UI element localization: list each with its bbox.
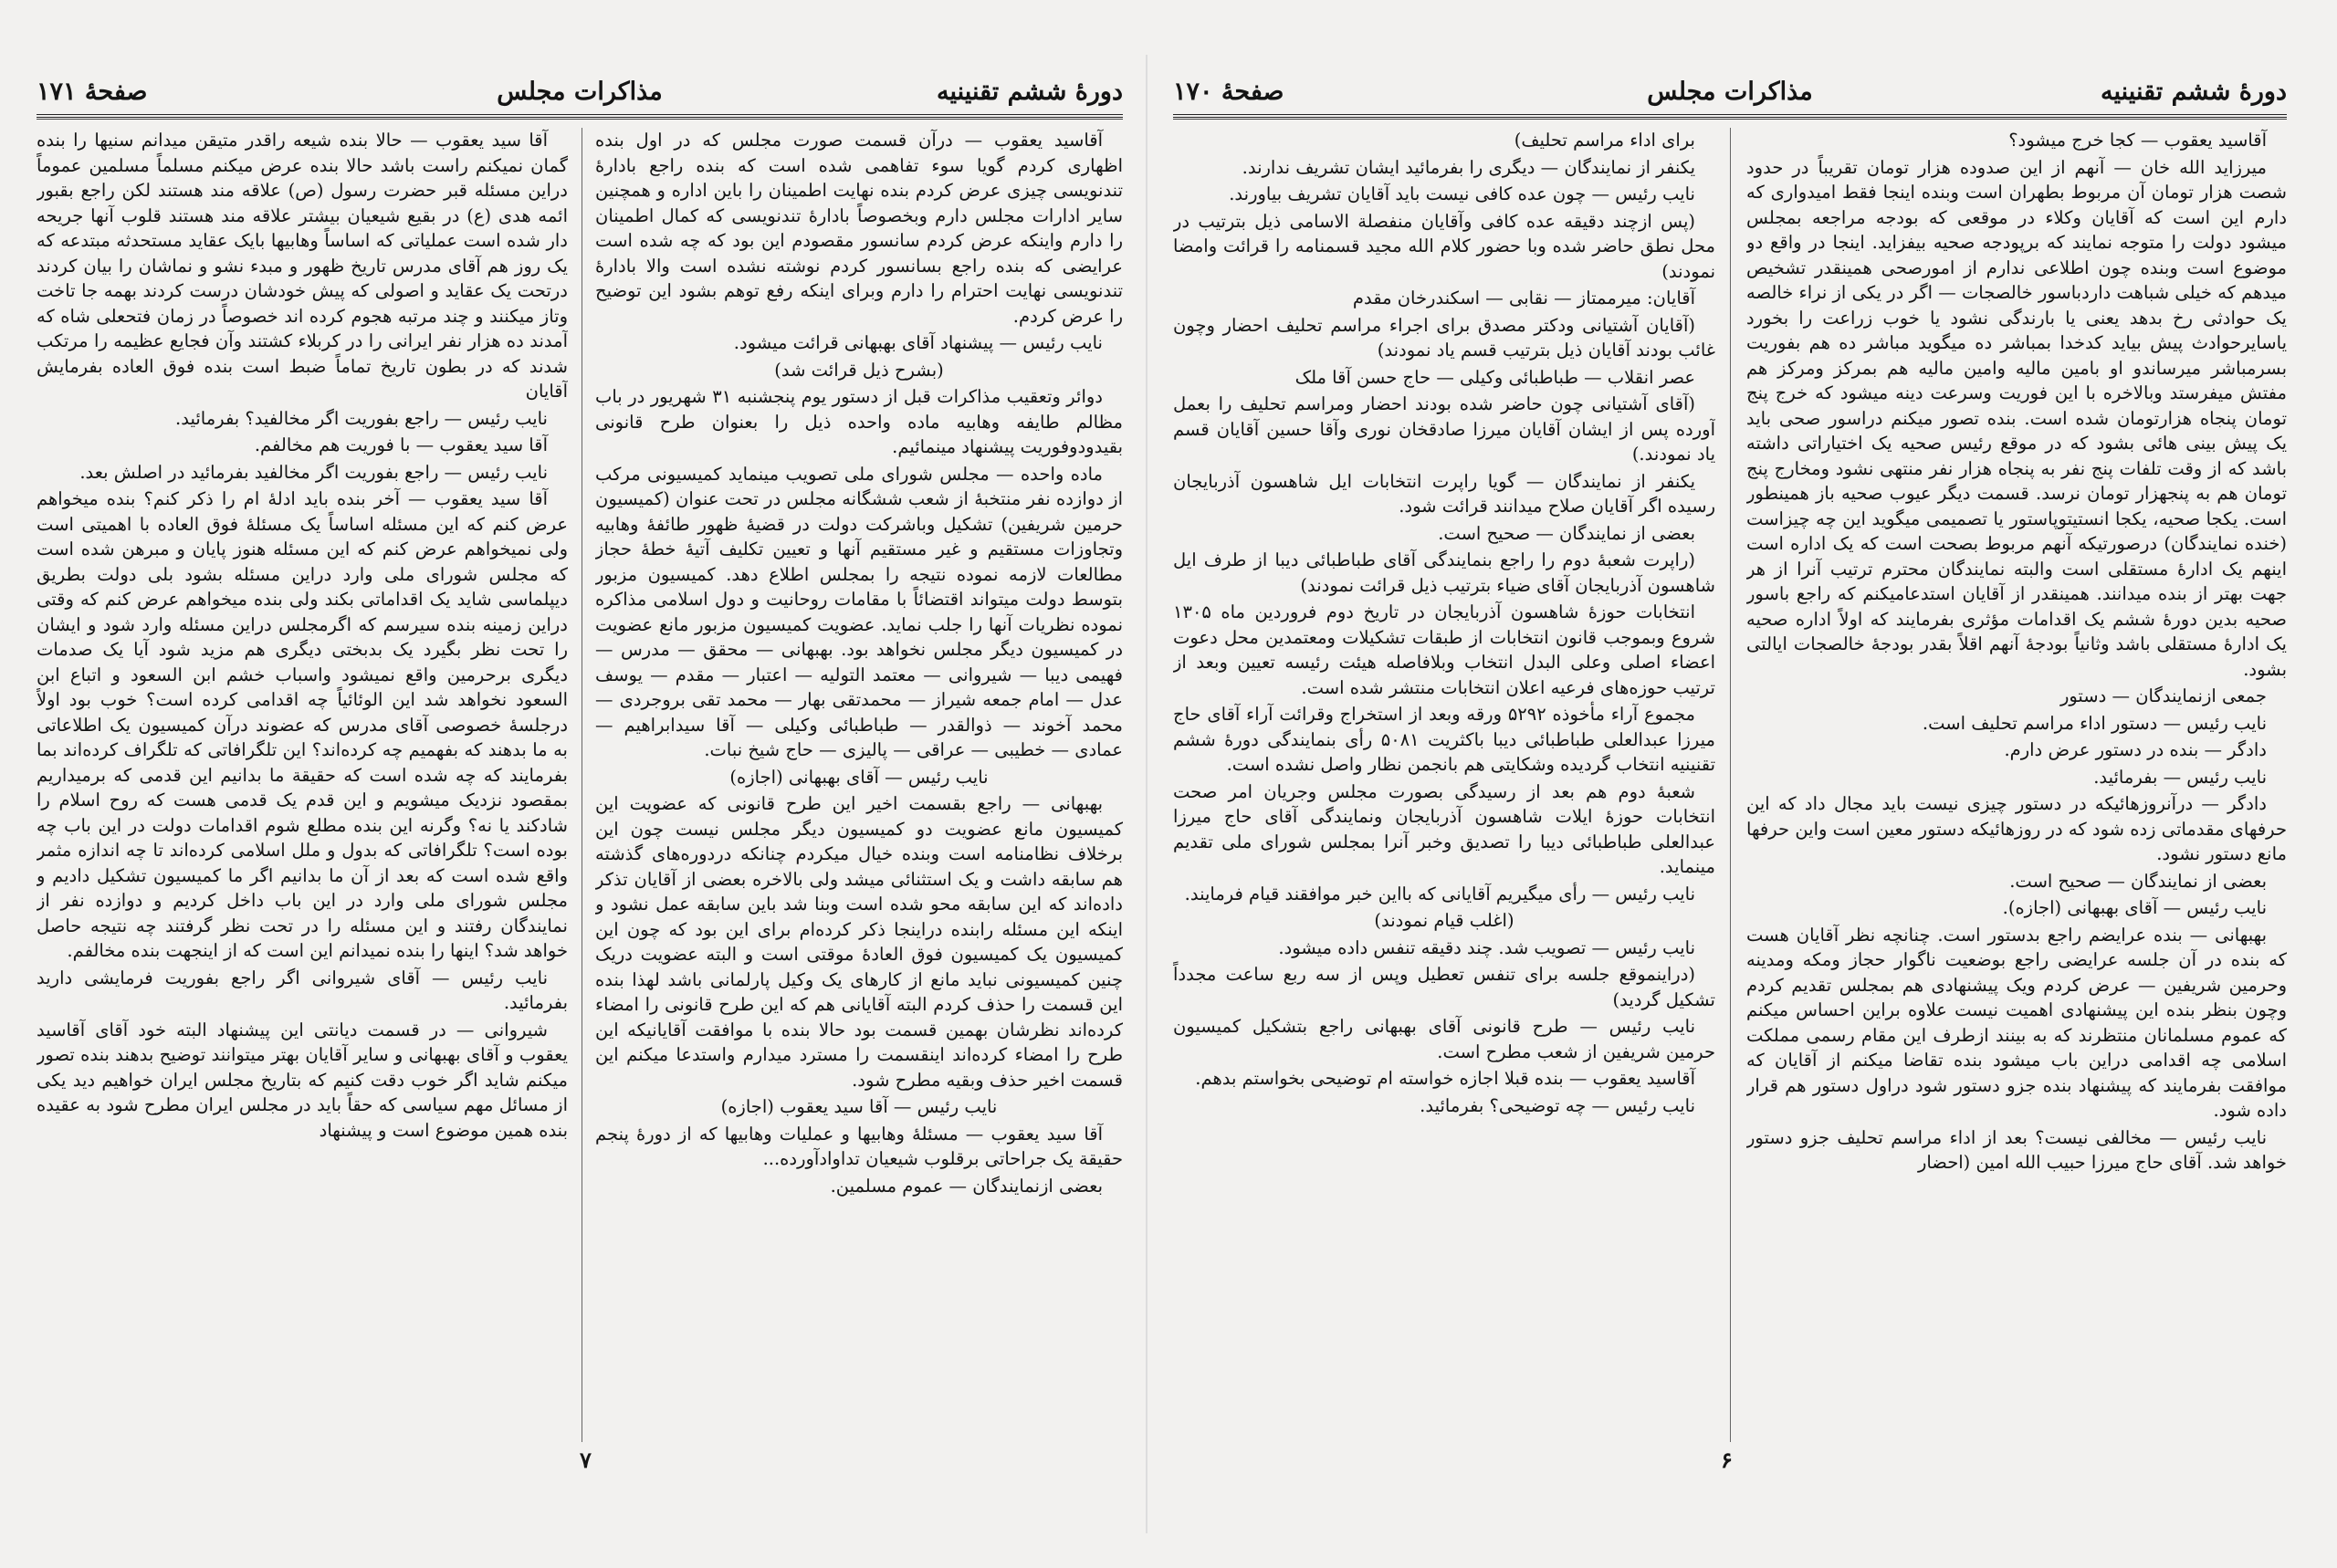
paragraph: دوائر وتعقیب مذاکرات قبل از دستور یوم پنجشنبه ۳۱ شهریور در باب مظالم طایفه وهابیه ماده واحده ذیل را بعنوان طرح قانونی بقیدودوفوریت پیشنهاد مینمائیم. [595,386,1123,457]
header-rule [37,119,1123,120]
paragraph: دادگر — بنده در دستور عرض دارم. [2004,739,2267,760]
paragraph: نایب رئیس — چه توضیحی؟ بفرمائید. [1420,1094,1695,1116]
paragraph: (راپرت شعبهٔ دوم را راجع بنمایندگی آقای طباطبائی دیبا از طرف ایل شاهسون آذربایجان آقای ضیاء بترتیب ذیل قرائت نمودند) [1173,549,1715,596]
page-171 [37,0,1123,1568]
book-gutter [1146,55,1148,1533]
paragraph: نایب رئیس — مخالفی نیست؟ بعد از اداء مراسم تحلیف جزو دستور خواهد شد. آقای حاج میرزا حبیب الله امین (احضار [1746,1126,2287,1173]
paragraph: نایب رئیس — رأی میگیریم آقایانی که بااین خبر موافقند قیام فرمایند. [1184,883,1695,904]
header-page-label: صفحهٔ ۱۷۰ [1173,78,1284,106]
paragraph: آقا سید یعقوب — مسئلهٔ وهابیها و عملیات وهابیها که از دورهٔ پنجم حقیقة یک جراحاتی برقلوب شیعیان تداوادآورده... [595,1123,1123,1169]
text-column-right [595,128,1123,1442]
header-title: مذاکرات مجلس [497,78,663,106]
paragraph: بعضی ازنمایندگان — عموم مسلمین. [830,1175,1103,1197]
paragraph: نایب رئیس — آقای بهبهانی (اجازه). [2002,897,2267,918]
paragraph: بهبهانی — راجع بقسمت اخیر این طرح قانونی که عضویت این کمیسیون مانع عضویت دو کمیسیون دیگر مجلس نیست چون این برخلاف نظامنامه است وبنده خیال میکردم چنانکه دردوره‌های گذشته هم سابقه داشت و یک استثنائی میشد ولی بالاخره بعضی از آقایان تذکر داده‌اند که این سابقه محو شده است وبنا شد باین سابقه عمل نشود و اینکه این مسئله رابنده دراینجا ذکر کرده‌ام برای این بود که چون این کمیسیون یک کمیسیون فوق العادهٔ موقتی است و البته عضویت دریک چنین کمیسیونی نباید مانع از کارهای یک وکیل پارلمانی باشد لهذا بنده این قسمت را حذف کردم البته آقایانی هم که این طرح قانونی را امضاء کرده‌اند نظرشان بهمین قسمت بود حالا بنده با موافقت آقایانیکه این طرح را امضاء کرده‌اند اینقسمت را مسترد میدارم واستدعا میکنم این قسمت اخیر حذف وبقیه مطرح شود. [595,793,1123,1091]
paragraph: ماده واحده — مجلس شورای ملی تصویب مینماید کمیسیونی مرکب از دوازده نفر منتخبهٔ از شعب ششگانه مجلس در تحت عنوان (کمیسیون حرمین شریفین) تشکیل وباشرکت دولت در قضیهٔ ظهور طائفهٔ وهابیه وتجاوزات مستقیم و غیر مستقیم آنها و تعیین تکلیف آتیهٔ خطهٔ حجاز مطالعات لازمه نموده نتیجه را بمجلس اطلاع دهد. کمیسیون مزبور بتوسط دولت میتواند اقتضائاً با مقامات روحانیت و دول اسلامی مذاکره نموده نظریات آنها را جلب نماید. عضویت کمیسیون مزبور مانع عضویت در کمیسیون دیگر مجلس نخواهد بود. بهبهانی — محقق — مدرس — فهیمی دیبا — شیروانی — معتمد التولیه — اعتبار — مقدم — یوسف عدل — امام جمعه شیراز — محمدتقی بهار — محمد تقی بروجردی — محمد آخوند — ذوالقدر — طباطبائی وکیلی — آقا سیدابراهیم — عمادی — خطیبی — عراقی — پالیزی — حاج شیخ نبات. [595,463,1123,760]
page-number: ۶ [1721,1447,1733,1473]
paragraph: آقاسید یعقوب — بنده قبلا اجازه خواسته ام توضیحی بخواستم بدهم. [1195,1068,1695,1089]
paragraph: (دراینموقع جلسه برای تنفس تعطیل وپس از سه ربع ساعت مجدداً تشکیل گردید) [1173,964,1715,1010]
paragraph: نایب رئیس — پیشنهاد آقای بهبهانی قرائت میشود. [733,332,1103,353]
paragraph: میرزاید الله خان — آنهم از این صدوده هزار تومان تقریباً در حدود شصت هزار تومان آن مربوط بطهران است وبنده اینجا فقط امیدواری که دارم این است که آقایان وکلاء در موقعی که بودجه مراجعه بمجلس میشود دولت را متوجه نمایند که برپودجه صحیه بیفزاید. اینجا در واقع دو موضوع است وبنده چون اطلاعی ندارم از امورصحی همینقدر تشخیص میدهم که خیلی شباهت داردباسور خالصجات — اگر در یکی از نراء خالصه یک حوادثی رخ بدهد یعنی یا بارندگی نشود یا خوب زراعت را بخورد یاسایرحوادث پیش بیاید کدخدا بمباشر ده میگوید مباشر ده هم بفوریت بسرمباشر میرساندو او بامین مالیه وامین مالیه هم بمرکز ومرکز هم مفتش میفرستد وبالاخره با این فوریت وسرعت دینه میشود که خرج پنج تومان پنجاه هزارتومان شده است. بنده تصور میکنم دراسور صحی باید یک پیش بینی هائی بشود که در موقع رئیس صحیه یک اختیاراتی داشته باشد که از وقت تلفات پنج نفر به پنجاه هزار نفر منتهی نشود ومخارج پنج تومان هم به پنجهزار تومان نرسد. قسمت دیگر عیوب صحیه باز همینطور است. یکجا صحیه، یکجا انستیتوپاستور یا تصمیمی میگوید این چه چیزاست (خنده نمایندگان) درصورتیکه آنهم مربوط بصحت است که یک اداره است اینهم یک ادارهٔ مستقلی است والبته نمایندگان محترم ترتیب آنرا از هر جهت بهتر از بنده میدانند. همینقدر از آقایان استدعامیکنم که راجع باسور صحیه بدین دورهٔ ششم یک اقدامات مؤثری بفرمایند که اولاً اداره صحیه یک ادارهٔ مستقلی باشد وثانیاً بودجهٔ آنهم اقلاً بقدر بودجهٔ خالصجات ایالتی بشود. [1746,156,2287,680]
paragraph: آقایان: میرممتاز — نقابی — اسکندرخان مقدم [1352,287,1695,308]
paragraph: نایب رئیس — دستور اداء مراسم تحلیف است. [1922,712,2267,734]
paragraph: نایب رئیس — طرح قانونی آقای بهبهانی راجع بتشکیل کمیسیون حرمین شریفین از شعب مطرح است. [1173,1016,1715,1062]
paragraph: بهبهانی — بنده عرایضم راجع بدستور است. چنانچه نظر آقایان هست که بنده در آن جلسه عرایضی راجع بوضعیت ناگوار حجاز ومکه ومدینه وحرمین شریفین — عرض کردم ویک پیشنهادی هم بمجلس تقدیم کردم وچون بنظر بنده این پیشنهادی اهمیت نیست علاوه براین احساس میکنم که عموم مسلمانان منتظرند که به بینند ازطرف این مقام رسمی مملکت اسلامی چه اقدامی دراین باب میشود بنده تقاضا میکنم از آقایان که موافقت بفرمایند که پیشنهاد بنده جزو دستور شود دراول دستور هم قرار داده شود. [1746,924,2287,1121]
paragraph: بعضی از نمایندگان — صحیح است. [1438,522,1695,544]
header-title: مذاکرات مجلس [1647,78,1813,106]
header-page-label: صفحهٔ ۱۷۱ [37,78,148,106]
page-number: ۷ [580,1447,592,1473]
paragraph: نایب رئیس — آقای بهبهانی (اجازه) [729,766,989,788]
paragraph: مجموع آراء مأخوذه ۵۲۹۲ ورقه وبعد از استخراج وقرائت آراء آقای حاج میرزا عبدالعلی طباطبائی دیبا باکثریت ۵۰۸۱ رأی بنمایندگی دورهٔ ششم تقنینیه انتخاب گردیده وشکایتی هم بانجمن نظار واصل نشده است. [1173,704,1715,775]
text-column-right [1746,128,2287,1442]
column-divider [1730,128,1731,1442]
paragraph: دادگر — درآنروزهائیکه در دستور چیزی نیست باید مجال داد که این حرفهای مقدماتی زده شود که در روزهائیکه دستور معین است واین حرفها مانع دستور نشود. [1746,793,2287,864]
paragraph: شیروانی — در قسمت دیانتی این پیشنهاد البته خود آقای آقاسید یعقوب و آقای بهبهانی و سایر آقایان بهتر میتوانند توضیح بدهند بنده تصور میکنم شاید اگر خوب دقت کنیم که بتاریخ مجلس ایران خواهیم دید یکی از مسائل مهم سیاسی که حقاً باید در مجلس ایران مطرح شود به عقیده بنده همین موضوع است و پیشنهاد [37,1019,568,1141]
paragraph: (بشرح ذیل قرائت شد) [774,359,944,381]
paragraph: نایب رئیس — بفرمائید. [2093,766,2267,788]
paragraph: (آقایان آشتیانی ودکتر مصدق برای اجراء مراسم تحلیف احضار وچون غائب بودند آقایان ذیل بترتیب قسم یاد نمودند) [1173,314,1715,361]
paragraph: نایب رئیس — چون عده کافی نیست باید آقایان تشریف بیاورند. [1229,183,1695,204]
paragraph: یکنفر از نمایندگان — دیگری را بفرمائید ایشان تشریف ندارند. [1242,156,1695,178]
paragraph: بعضی از نمایندگان — صحیح است. [2009,870,2267,892]
text-column-left [37,128,568,1442]
page-header [37,78,1123,118]
paragraph: برای اداء مراسم تحلیف) [1514,130,1695,151]
paragraph: یکنفر از نمایندگان — گویا راپرت انتخابات ایل شاهسون آذربایجان رسیده اگر آقایان صلاح میدانند قرائت شود. [1173,470,1715,517]
page-header [1173,78,2287,118]
paragraph: جمعی ازنمایندگان — دستور [2059,685,2267,706]
paragraph: آقا سید یعقوب — آخر بنده باید ادلهٔ ام را ذکر کنم؟ بنده میخواهم عرض کنم که این مسئله اساساً یک مسئلهٔ فوق العاده با اهمیتی است ولی نمیخواهم عرض کنم که این مسئله هنوز پایان و مبرهن شده است که مجلس شورای ملی وارد دراین مسئله بشود بلی دولت بطریق دیپلماسی شاید یک اقداماتی بکند ولی بنده میخواهم عرض کنم که وقتی دراین زمینه بنده سیرسم که اگرمجلس دراین مسئله وارد شود و ایشان را تحت نظر بگیرد یک بدبختی دیگری هم مزید شود آیا یک صدمات دیگری برحرمین واقع نمیشود واسباب خشم ابن السعود و اتباع ابن السعود نخواهد شد این الوئائیاً چه اقدامی کرده است؟ خوب بود اولاً درجلسهٔ خصوصی آقای مدرس که عضوند درآن کمیسیون یک اطلاعاتی به ما بدهند که بفهمیم چه کرده‌اند؟ این تلگرافاتی که تلگراف کرده‌اند بما بفرمایند که چه شده است که حقیقة ما بدانیم این قدمی که برمیداریم بمقصود نزدیک میشویم و این قدم یک قدمی هست که روح اسلام را شادکند یا نه؟ وگرنه این بنده مطلع شوم اقدامات دولت در این باب چه بوده است؟ تلگرافاتی که بدول و ملل اسلامی کرده‌اند تا چه اندازه مثمر واقع شده است که بعد از آن ما بدانیم اگر ما کمیسیون تشکیل دادیم و مجلس شورای ملی وارد در این باب داخل کردیم و دوازده نفر از نمایندگان رفتند و این مسئله را در تحت نظر گرفتند چه نتیجه حاصل خواهد شد؟ اینها را بنده نمیدانم این است که از اینجهت بنده مخالفم. [37,488,568,961]
paragraph: عصر انقلاب — طباطبائی وکیلی — حاج حسن آقا ملک [1294,366,1695,388]
paragraph: شعبهٔ دوم هم بعد از رسیدگی بصورت مجلس وجریان امر صحت انتخابات حوزهٔ ایلات شاهسون آذربایجان ونمایندگی آقای حاج میرزا عبدالعلی طباطبائی دیبا را تصدیق وخبر آنرا بمجلس شورای ملی تقدیم مینماید. [1173,780,1715,877]
paragraph: (آقای آشتیانی چون حاضر شده بودند احضار ومراسم تحلیف را بعمل آورده پس از ایشان آقایان میرزا صادقخان نوری وآقا حسین آقایان قسم یاد نمودند.) [1173,393,1715,465]
page-170 [1173,0,2287,1568]
paragraph: نایب رئیس — آقا سید یعقوب (اجازه) [720,1096,998,1117]
header-session: دورهٔ ششم تقنینیه [937,78,1123,106]
paragraph: نایب رئیس — تصویب شد. چند دقیقه تنفس داده میشود. [1278,936,1695,958]
paragraph: آقا سید یعقوب — با فوریت هم مخالفم. [254,434,548,455]
header-session: دورهٔ ششم تقنینیه [2101,78,2287,106]
header-rule [1173,119,2287,120]
paragraph: انتخابات حوزهٔ شاهسون آذربایجان در تاریخ دوم فروردین ماه ۱۳۰۵ شروع وبموجب قانون انتخابات از طبقات تشکیلات ومعتمدین محل دعوت اعضاء اصلی وعلی البدل انتخاب وبلافاصله هیئت رئیسه تعیین وبعد از ترتیب حوزه‌های فرعیه اعلان انتخابات منتشر شده است. [1173,601,1715,698]
text-column-left [1173,128,1715,1442]
paragraph: (پس ازچند دقیقه عده کافی وآقایان منفصلة الاسامی ذیل بترتیب در محل نطق حاضر شده وبا حضور کلام الله مجید قسمنامه را قرائت وامضا نمودند) [1173,210,1715,282]
paragraph: آقاسید یعقوب — کجا خرج میشود؟ [2008,130,2267,151]
paragraph: نایب رئیس — راجع بفوریت اگر مخالفید؟ بفرمائید. [175,407,548,429]
paragraph: نایب رئیس — راجع بفوریت اگر مخالفید بفرمائید در اصلش بعد. [79,461,548,483]
paragraph: نایب رئیس — آقای شیروانی اگر راجع بفوریت فرمایشی دارید بفرمائید. [37,967,568,1013]
paragraph: (اغلب قیام نمودند) [1374,910,1514,931]
paragraph: آقا سید یعقوب — حالا بنده شیعه راقدر متیقن میدانم سنیها را بنده گمان نمیکنم راست باشد حالا بنده عرض میکنم مسلماً مسلمین عموماً دراین مسئله قبر حضرت رسول (ص) علاقه مند هستند لکن راجع بقبور ائمه هدی (ع) در بقیع شیعیان بیشتر علاقه مند هستند قلوب آنها جریحه دار شده است عملیاتی که اساساً وهابیها بایک عقاید مستحدثه مبتدعه که یک روز هم آقای مدرس تاریخ ظهور و مبدء نشو و نماشان را بیان کردند درتحت یک عقاید و اصولی که پیش خودشان درست کردند بهمه جا تاخت وتاز میکنند و چند مرتبه هجوم کرده اند خصوصاً در زمان فتحعلی شاه که آمدند ده هزار نفر ایرانی را در کربلاء کشتند وآن فجایع عظیمه را مرتکب شدند که در بطون تاریخ تماماً ضبط است بنده فوق العاده بفرمایش آقایان [37,130,568,402]
paragraph: آقاسید یعقوب — درآن قسمت صورت مجلس که در اول بنده اظهاری کردم گویا سوء تفاهمی شده است که بنده راجع بادارهٔ تندنویسی چیزی عرض کردم بنده نهایت اطمینان را باین اداره و همچنین سایر ادارات مجلس دارم وبخصوصاً بادارهٔ تندنویسی که کمال اطمینان را دارم واینکه عرض کردم سانسور مقصودم این بود که چه شده است عرایضی که بنده راجع بسانسور کردم نوشته نشده است والا بادارهٔ تندنویسی نهایت احترام را دارم وبرای اینکه رفع توهم بشود این توضیح را عرض کردم. [595,130,1123,327]
